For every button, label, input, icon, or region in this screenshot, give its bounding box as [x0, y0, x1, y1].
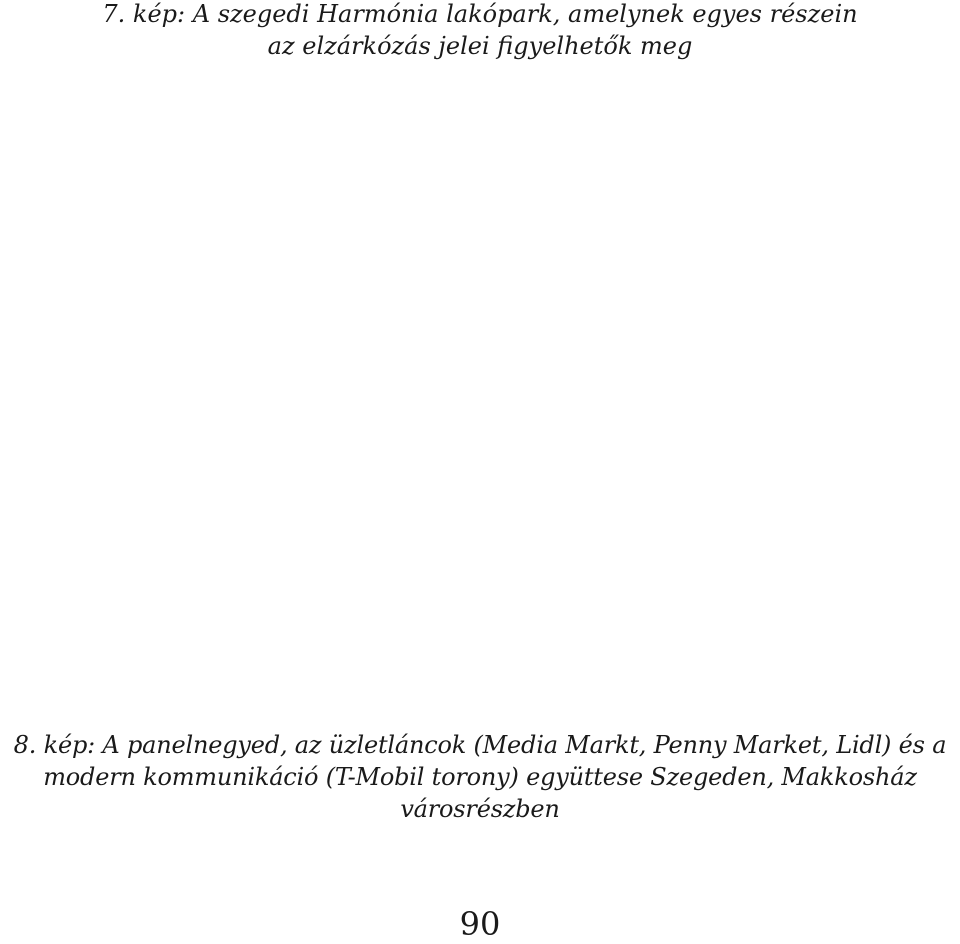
figure-8-caption [0, 729, 960, 825]
figure-7-image-area [0, 70, 960, 710]
figure-8-caption-line: 8. kép: A panelnegyed, az üzletláncok (Media Markt, Penny Market, Lidl) és a [13, 731, 947, 759]
figure-8-caption-line: modern kommunikáció (T-Mobil torony) együttese Szegeden, Makkosház [43, 763, 917, 791]
figure-7-caption-line: 7. kép: A szegedi Harmónia lakópark, amelynek egyes részein [102, 0, 858, 28]
figure-7-caption-line: az elzárkózás jelei figyelhetők meg [267, 32, 693, 60]
page-number: 90 [459, 905, 501, 943]
figure-7-caption [0, 0, 960, 62]
figure-8-caption-line: városrészben [400, 795, 560, 823]
